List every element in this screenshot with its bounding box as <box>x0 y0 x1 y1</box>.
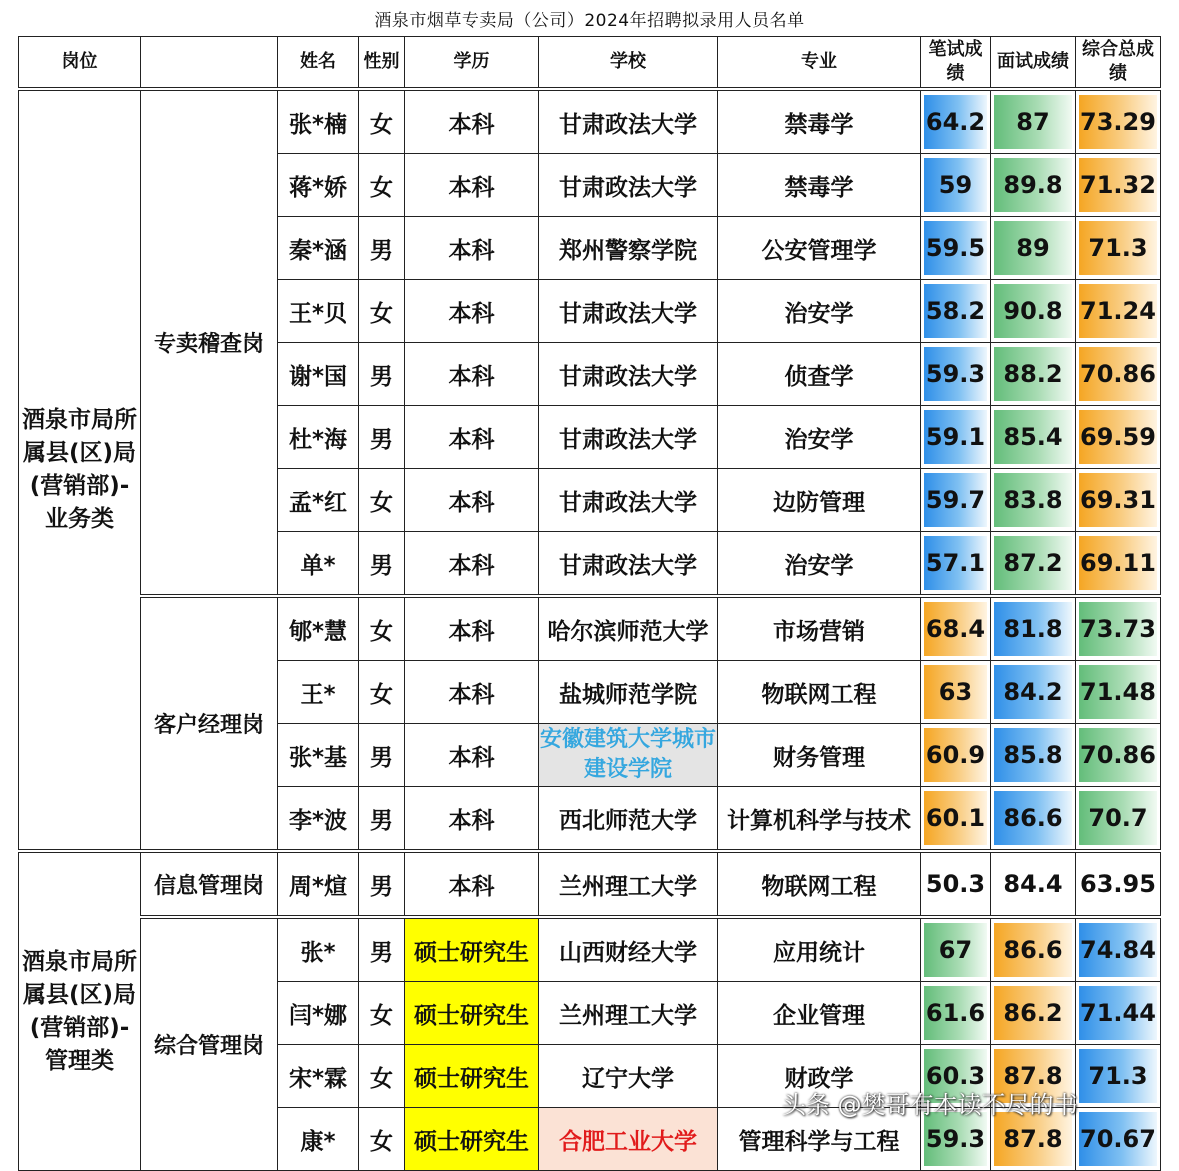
cell-school: 合肥工业大学 <box>539 1108 718 1171</box>
cell-interview-score <box>991 724 1076 787</box>
score-value: 84.4 <box>1003 870 1063 898</box>
score-value: 59.7 <box>924 473 987 527</box>
cell-major: 治安学 <box>718 406 921 469</box>
score-value: 90.8 <box>994 284 1072 338</box>
score-value: 87.8 <box>994 1112 1072 1166</box>
cell-interview-score <box>991 89 1076 154</box>
score-value: 70.67 <box>1079 1112 1157 1166</box>
cell-education: 本科 <box>405 217 539 280</box>
score-value: 69.11 <box>1079 536 1157 590</box>
cell-name: 杜*海 <box>278 406 359 469</box>
cell-gender: 女 <box>359 154 405 217</box>
header-interview-score: 面试成绩 <box>991 37 1076 90</box>
score-value: 63 <box>924 665 987 719</box>
cell-total-score <box>1076 532 1161 597</box>
cell-major: 公安管理学 <box>718 217 921 280</box>
cell-gender: 女 <box>359 280 405 343</box>
cell-school: 辽宁大学 <box>539 1045 718 1108</box>
post-label: 综合管理岗 <box>141 917 278 1171</box>
cell-education: 硕士研究生 <box>405 917 539 982</box>
cell-total-score <box>1076 982 1161 1045</box>
score-value: 87.2 <box>994 536 1072 590</box>
score-value: 61.6 <box>924 986 987 1040</box>
cell-total-score <box>1076 661 1161 724</box>
score-value: 59.1 <box>924 410 987 464</box>
recruitment-table <box>18 36 1161 1171</box>
cell-written-score <box>921 851 991 917</box>
cell-major: 治安学 <box>718 532 921 597</box>
cell-school: 西北师范大学 <box>539 787 718 852</box>
cell-name: 李*波 <box>278 787 359 852</box>
score-value: 59 <box>924 158 987 212</box>
cell-interview-score <box>991 982 1076 1045</box>
score-value: 73.73 <box>1079 602 1157 656</box>
cell-written-score <box>921 343 991 406</box>
cell-written-score <box>921 89 991 154</box>
cell-written-score <box>921 469 991 532</box>
cell-name: 单* <box>278 532 359 597</box>
cell-name: 周*煊 <box>278 851 359 917</box>
cell-interview-score <box>991 406 1076 469</box>
cell-written-score <box>921 217 991 280</box>
cell-gender: 男 <box>359 851 405 917</box>
score-value: 87 <box>994 95 1072 149</box>
score-value: 68.4 <box>924 602 987 656</box>
cell-school: 甘肃政法大学 <box>539 532 718 597</box>
cell-education: 本科 <box>405 89 539 154</box>
cell-total-score <box>1076 1045 1161 1108</box>
cell-education: 硕士研究生 <box>405 1045 539 1108</box>
cell-name: 张*基 <box>278 724 359 787</box>
cell-name: 张* <box>278 917 359 982</box>
cell-total-score <box>1076 406 1161 469</box>
cell-school: 甘肃政法大学 <box>539 469 718 532</box>
score-value: 60.9 <box>924 728 987 782</box>
cell-total-score <box>1076 89 1161 154</box>
score-value: 84.2 <box>994 665 1072 719</box>
cell-school: 安徽建筑大学城市建设学院 <box>539 724 718 787</box>
score-value: 69.59 <box>1079 410 1157 464</box>
cell-school: 甘肃政法大学 <box>539 406 718 469</box>
header-major: 专业 <box>718 37 921 90</box>
cell-school: 盐城师范学院 <box>539 661 718 724</box>
group-label: 酒泉市局所属县(区)局(营销部)-管理类 <box>19 851 141 1171</box>
cell-gender: 女 <box>359 1108 405 1171</box>
cell-written-score <box>921 724 991 787</box>
score-value: 71.44 <box>1079 986 1157 1040</box>
score-value: 85.4 <box>994 410 1072 464</box>
cell-gender: 女 <box>359 1045 405 1108</box>
cell-major: 禁毒学 <box>718 154 921 217</box>
cell-total-score <box>1076 469 1161 532</box>
score-value: 89 <box>994 221 1072 275</box>
score-value: 85.8 <box>994 728 1072 782</box>
score-value: 71.48 <box>1079 665 1157 719</box>
cell-gender: 女 <box>359 596 405 661</box>
header-written-score: 笔试成绩 <box>921 37 991 90</box>
cell-gender: 男 <box>359 724 405 787</box>
cell-written-score <box>921 917 991 982</box>
cell-major: 市场营销 <box>718 596 921 661</box>
score-value: 67 <box>924 923 987 977</box>
cell-education: 本科 <box>405 787 539 852</box>
cell-school: 甘肃政法大学 <box>539 154 718 217</box>
score-value: 59.3 <box>924 347 987 401</box>
cell-education: 硕士研究生 <box>405 982 539 1045</box>
cell-total-score <box>1076 917 1161 982</box>
cell-education: 本科 <box>405 469 539 532</box>
score-value: 70.86 <box>1079 728 1157 782</box>
cell-total-score <box>1076 280 1161 343</box>
cell-written-score <box>921 154 991 217</box>
table-row <box>19 851 1161 917</box>
cell-education: 硕士研究生 <box>405 1108 539 1171</box>
cell-major: 财务管理 <box>718 724 921 787</box>
cell-education: 本科 <box>405 280 539 343</box>
score-value: 58.2 <box>924 284 987 338</box>
watermark: 头条 @樊哥有本读不尽的书 <box>782 1091 1078 1119</box>
cell-education: 本科 <box>405 596 539 661</box>
cell-total-score <box>1076 343 1161 406</box>
cell-school: 甘肃政法大学 <box>539 343 718 406</box>
header-total-score: 综合总成绩 <box>1076 37 1161 90</box>
score-value: 86.6 <box>994 791 1072 845</box>
cell-school: 甘肃政法大学 <box>539 280 718 343</box>
score-value: 50.3 <box>925 870 986 898</box>
cell-gender: 女 <box>359 661 405 724</box>
cell-major: 应用统计 <box>718 917 921 982</box>
document-title: 酒泉市烟草专卖局（公司）2024年招聘拟录用人员名单 <box>374 11 805 31</box>
score-value: 57.1 <box>924 536 987 590</box>
cell-name: 闫*娜 <box>278 982 359 1045</box>
cell-interview-score <box>991 469 1076 532</box>
score-value: 60.3 <box>924 1049 987 1103</box>
cell-major: 边防管理 <box>718 469 921 532</box>
cell-school: 山西财经大学 <box>539 917 718 982</box>
cell-major: 财政学 <box>718 1045 921 1108</box>
cell-education: 本科 <box>405 724 539 787</box>
cell-written-score <box>921 406 991 469</box>
post-label: 专卖稽查岗 <box>141 89 278 596</box>
cell-school: 郑州警察学院 <box>539 217 718 280</box>
header-row <box>19 37 1161 90</box>
score-value: 88.2 <box>994 347 1072 401</box>
cell-school: 哈尔滨师范大学 <box>539 596 718 661</box>
cell-education: 本科 <box>405 532 539 597</box>
header-school: 学校 <box>539 37 718 90</box>
cell-name: 王*贝 <box>278 280 359 343</box>
score-value: 70.7 <box>1079 791 1157 845</box>
score-value: 87.8 <box>994 1049 1072 1103</box>
cell-education: 本科 <box>405 154 539 217</box>
score-value: 73.29 <box>1079 95 1157 149</box>
cell-interview-score <box>991 217 1076 280</box>
cell-total-score <box>1076 217 1161 280</box>
cell-name: 王* <box>278 661 359 724</box>
score-value: 59.3 <box>924 1112 987 1166</box>
cell-education: 本科 <box>405 406 539 469</box>
cell-total-score <box>1076 851 1161 917</box>
cell-name: 蒋*娇 <box>278 154 359 217</box>
cell-gender: 男 <box>359 343 405 406</box>
cell-major: 侦查学 <box>718 343 921 406</box>
cell-interview-score <box>991 917 1076 982</box>
cell-written-score <box>921 787 991 852</box>
cell-interview-score <box>991 661 1076 724</box>
score-value: 74.84 <box>1079 923 1157 977</box>
cell-major: 管理科学与工程 <box>718 1108 921 1171</box>
cell-total-score <box>1076 1108 1161 1171</box>
cell-written-score <box>921 982 991 1045</box>
header-gender: 性别 <box>359 37 405 90</box>
cell-interview-score <box>991 851 1076 917</box>
cell-written-score <box>921 661 991 724</box>
cell-name: 谢*国 <box>278 343 359 406</box>
score-value: 86.2 <box>994 986 1072 1040</box>
score-value: 63.95 <box>1080 870 1156 898</box>
cell-major: 治安学 <box>718 280 921 343</box>
score-value: 86.6 <box>994 923 1072 977</box>
score-value: 69.31 <box>1079 473 1157 527</box>
cell-interview-score <box>991 343 1076 406</box>
header-education: 学历 <box>405 37 539 90</box>
score-value: 71.32 <box>1079 158 1157 212</box>
table-row <box>19 89 1161 154</box>
cell-major: 计算机科学与技术 <box>718 787 921 852</box>
group-label: 酒泉市局所属县(区)局(营销部)-业务类 <box>19 89 141 851</box>
post-label: 信息管理岗 <box>141 851 278 917</box>
header-blank <box>141 37 278 90</box>
score-value: 89.8 <box>994 158 1072 212</box>
cell-education: 本科 <box>405 851 539 917</box>
cell-major: 物联网工程 <box>718 851 921 917</box>
cell-interview-score <box>991 280 1076 343</box>
cell-written-score <box>921 280 991 343</box>
cell-gender: 女 <box>359 89 405 154</box>
score-value: 71.3 <box>1079 1049 1157 1103</box>
cell-interview-score <box>991 596 1076 661</box>
score-value: 71.3 <box>1079 221 1157 275</box>
cell-name: 宋*霖 <box>278 1045 359 1108</box>
cell-name: 郇*慧 <box>278 596 359 661</box>
cell-total-score <box>1076 154 1161 217</box>
table-row <box>19 917 1161 982</box>
cell-gender: 男 <box>359 787 405 852</box>
cell-name: 康* <box>278 1108 359 1171</box>
cell-name: 张*楠 <box>278 89 359 154</box>
score-value: 70.86 <box>1079 347 1157 401</box>
cell-gender: 女 <box>359 982 405 1045</box>
cell-major: 禁毒学 <box>718 89 921 154</box>
cell-total-score <box>1076 596 1161 661</box>
cell-interview-score <box>991 532 1076 597</box>
cell-gender: 男 <box>359 917 405 982</box>
cell-interview-score <box>991 154 1076 217</box>
score-value: 71.24 <box>1079 284 1157 338</box>
cell-major: 企业管理 <box>718 982 921 1045</box>
score-value: 81.8 <box>994 602 1072 656</box>
cell-school: 兰州理工大学 <box>539 982 718 1045</box>
cell-written-score <box>921 596 991 661</box>
cell-gender: 男 <box>359 532 405 597</box>
cell-written-score <box>921 532 991 597</box>
cell-total-score <box>1076 724 1161 787</box>
cell-school: 兰州理工大学 <box>539 851 718 917</box>
score-value: 60.1 <box>924 791 987 845</box>
cell-total-score <box>1076 787 1161 852</box>
post-label: 客户经理岗 <box>141 596 278 851</box>
table-row <box>19 596 1161 661</box>
cell-interview-score <box>991 787 1076 852</box>
cell-gender: 女 <box>359 469 405 532</box>
score-value: 64.2 <box>924 95 987 149</box>
cell-name: 秦*涵 <box>278 217 359 280</box>
cell-name: 孟*红 <box>278 469 359 532</box>
cell-major: 物联网工程 <box>718 661 921 724</box>
header-position: 岗位 <box>19 37 141 90</box>
cell-gender: 男 <box>359 217 405 280</box>
cell-school: 甘肃政法大学 <box>539 89 718 154</box>
cell-education: 本科 <box>405 343 539 406</box>
cell-gender: 男 <box>359 406 405 469</box>
header-name: 姓名 <box>278 37 359 90</box>
cell-education: 本科 <box>405 661 539 724</box>
score-value: 83.8 <box>994 473 1072 527</box>
score-value: 59.5 <box>924 221 987 275</box>
